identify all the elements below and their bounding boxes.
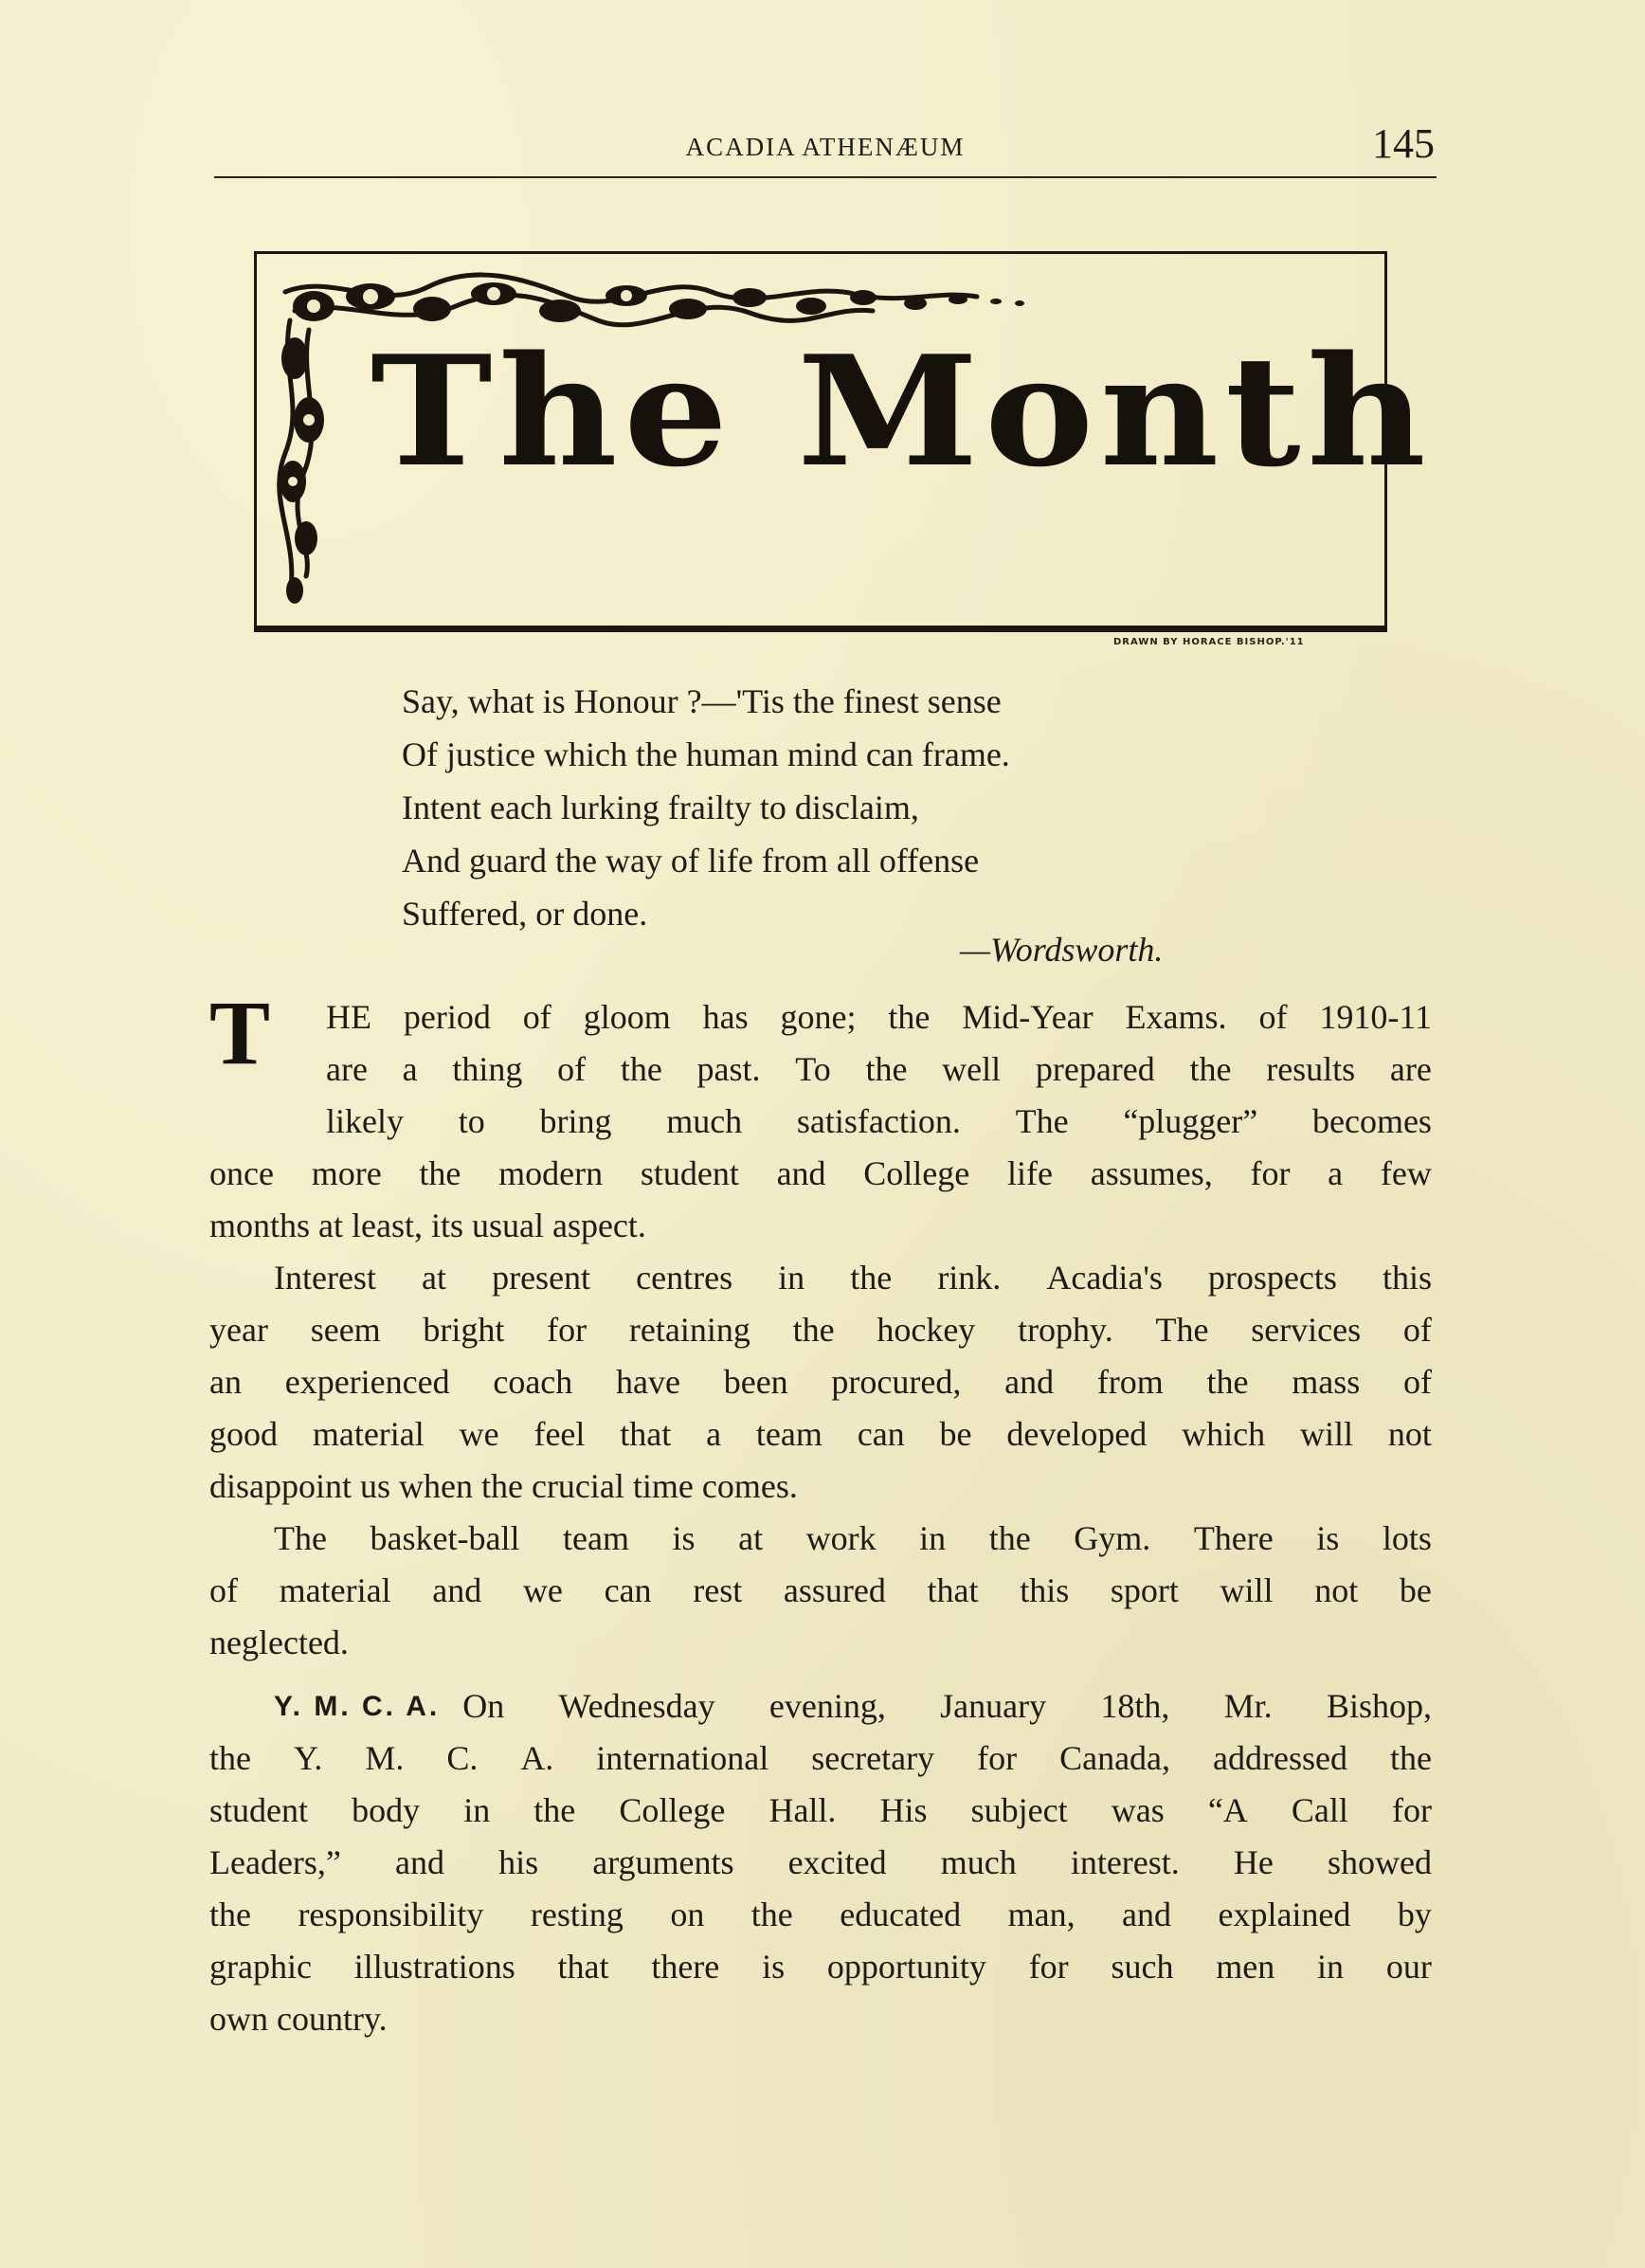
- paragraph: [209, 1680, 1432, 2045]
- poem-line: Intent each lurking frailty to disclaim,: [402, 789, 919, 826]
- text-line: are a thing of the past. To the well prepared the results are: [326, 1050, 1432, 1088]
- text-line: HE period of gloom has gone; the Mid-Year Exams. of 1910-11: [326, 998, 1432, 1036]
- illustration-credit: DRAWN BY HORACE BISHOP.'11: [1113, 637, 1305, 647]
- text-line: the responsibility resting on the educated man, and explained by: [209, 1896, 1432, 1933]
- paragraph: [209, 1252, 1432, 1513]
- text-line-rest: On Wednesday evening, January 18th, Mr. Bishop,: [462, 1687, 1432, 1725]
- text-line: The basket-ball team is at work in the Gym. There is lots: [274, 1519, 1432, 1557]
- text-line: neglected.: [209, 1624, 349, 1661]
- paragraph: [209, 982, 1432, 1252]
- text-line: Interest at present centres in the rink. Acadia's prospects this: [274, 1259, 1432, 1297]
- section-banner: [254, 251, 1433, 632]
- poem-line: Say, what is Honour ?—'Tis the finest sense: [402, 682, 1002, 720]
- text-line: year seem bright for retaining the hockey trophy. The services of: [209, 1311, 1432, 1349]
- drop-cap: T: [209, 982, 271, 1083]
- text-line: student body in the College Hall. His subject was “A Call for: [209, 1791, 1432, 1829]
- poem-attribution: —Wordsworth.: [960, 931, 1164, 969]
- running-header: [214, 119, 1437, 178]
- text-line: months at least, its usual aspect.: [209, 1207, 646, 1244]
- poem-line: Suffered, or done.: [402, 895, 648, 933]
- text-line: an experienced coach have been procured, and from the mass of: [209, 1363, 1432, 1401]
- text-line: graphic illustrations that there is opportunity for such men in our: [209, 1948, 1432, 1986]
- text-line: likely to bring much satisfaction. The “plugger” becomes: [326, 1102, 1432, 1140]
- text-line: the Y. M. C. A. international secretary for Canada, addressed the: [209, 1739, 1432, 1777]
- text-line: Leaders,” and his arguments excited much interest. He showed: [209, 1843, 1432, 1881]
- text-line: own country.: [209, 2000, 388, 2038]
- poem-line: Of justice which the human mind can frame.: [402, 735, 1010, 773]
- text-line: [209, 1680, 1432, 1733]
- text-line: once more the modern student and College life assumes, for a few: [209, 1154, 1432, 1192]
- banner-title: The Month: [371, 322, 1433, 500]
- article-body: [209, 982, 1432, 2045]
- running-title: ACADIA ATHENÆUM: [685, 133, 966, 161]
- text-line: disappoint us when the crucial time comes.: [209, 1467, 798, 1505]
- section-heading: Y. M. C. A.: [274, 1691, 441, 1722]
- text-line: good material we feel that a team can be developed which will not: [209, 1415, 1432, 1453]
- text-line: of material and we can rest assured that this sport will not be: [209, 1571, 1432, 1609]
- page-number: 145: [1372, 120, 1435, 167]
- epigraph-poem: [402, 675, 1255, 940]
- poem-line: And guard the way of life from all offense: [402, 842, 980, 880]
- paragraph: [209, 1513, 1432, 1669]
